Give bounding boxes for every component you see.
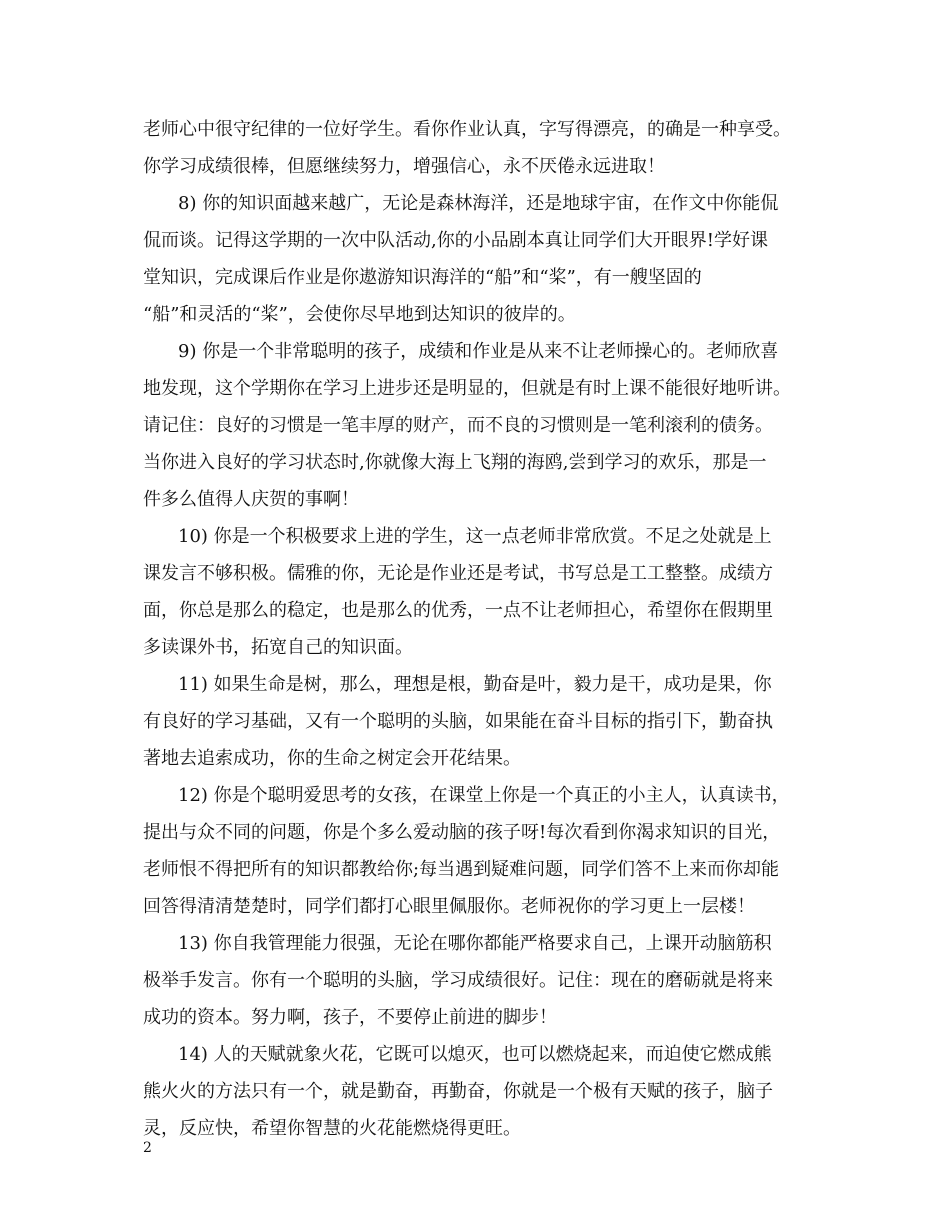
text-line: 8) 你的知识面越来越广，无论是森林海洋，还是地球宇宙，在作文中你能侃 <box>178 193 779 214</box>
text-line: 回答得清清楚楚时，同学们都打心眼里佩服你。老师祝你的学习更上一层楼！ <box>143 896 755 917</box>
page-number: 2 <box>143 1140 152 1156</box>
text-line: 14) 人的天赋就象火花，它既可以熄灭，也可以燃烧起来，而迫使它燃成熊 <box>178 1044 772 1065</box>
text-line: 老师心中很守纪律的一位好学生。看你作业认真，字写得漂亮，的确是一种享受。 <box>143 119 791 140</box>
text-line: “船”和灵活的“桨”，会使你尽早地到达知识的彼岸的。 <box>143 304 576 325</box>
text-line: 多读课外书，拓宽自己的知识面。 <box>143 637 413 658</box>
text-line: 成功的资本。努力啊，孩子，不要停止前进的脚步！ <box>143 1007 557 1028</box>
text-line: 课发言不够积极。儒雅的你，无论是作业还是考试，书写总是工工整整。成绩方 <box>143 563 773 584</box>
text-line: 堂知识，完成课后作业是你遨游知识海洋的“船”和“桨”，有一艘坚固的 <box>143 267 702 288</box>
text-line: 9) 你是一个非常聪明的孩子，成绩和作业是从来不让老师操心的。老师欣喜 <box>178 341 779 362</box>
text-line: 有良好的学习基础，又有一个聪明的头脑，如果能在奋斗目标的指引下，勤奋执 <box>143 711 773 732</box>
text-line: 熊火火的方法只有一个，就是勤奋，再勤奋，你就是一个极有天赋的孩子，脑子 <box>143 1081 773 1102</box>
text-line: 当你进入良好的学习状态时,你就像大海上飞翔的海鸥,尝到学习的欢乐，那是一 <box>143 452 767 473</box>
text-line: 侃而谈。记得这学期的一次中队活动,你的小品剧本真让同学们大开眼界!学好课 <box>143 230 768 251</box>
text-line: 13) 你自我管理能力很强，无论在哪你都能严格要求自己，上课开动脑筋积 <box>178 933 772 954</box>
text-line: 灵，反应快，希望你智慧的火花能燃烧得更旺。 <box>143 1118 521 1139</box>
text-line: 地发现，这个学期你在学习上进步还是明显的，但就是有时上课不能很好地听讲。 <box>143 378 791 399</box>
text-line: 极举手发言。你有一个聪明的头脑，学习成绩很好。记住：现在的磨砺就是将来 <box>143 970 773 991</box>
text-line: 请记住：良好的习惯是一笔丰厚的财产，而不良的习惯则是一笔利滚利的债务。 <box>143 415 773 436</box>
text-line: 提出与众不同的问题，你是个多么爱动脑的孩子呀!每次看到你渴求知识的目光， <box>143 822 781 843</box>
text-line: 12) 你是个聪明爱思考的女孩，在课堂上你是一个真正的小主人，认真读书， <box>178 785 790 806</box>
text-line: 11) 如果生命是树，那么，理想是根，勤奋是叶，毅力是干，成功是果，你 <box>178 674 772 695</box>
text-line: 件多么值得人庆贺的事啊！ <box>143 489 359 510</box>
text-line: 面，你总是那么的稳定，也是那么的优秀，一点不让老师担心，希望你在假期里 <box>143 600 773 621</box>
text-line: 你学习成绩很棒，但愿继续努力，增强信心，永不厌倦永远进取！ <box>143 156 665 177</box>
text-line: 老师恨不得把所有的知识都教给你;每当遇到疑难问题，同学们答不上来而你却能 <box>143 859 780 880</box>
text-line: 著地去追索成功，你的生命之树定会开花结果。 <box>143 748 521 769</box>
text-line: 10) 你是一个积极要求上进的学生，这一点老师非常欣赏。不足之处就是上 <box>178 526 772 547</box>
